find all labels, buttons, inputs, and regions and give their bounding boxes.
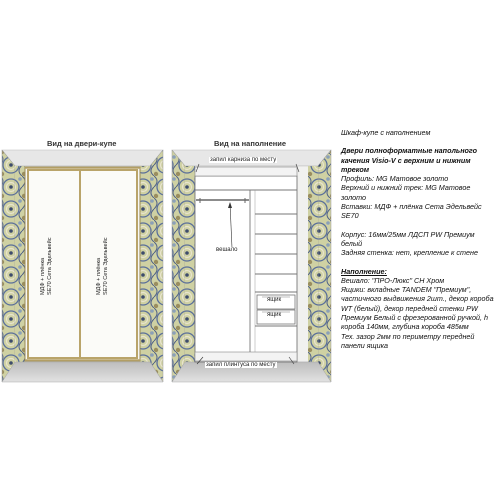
spec-title: Шкаф-купе с наполнением [341, 128, 431, 137]
door-left-label-line-1: МДФ + плёнка [40, 257, 46, 295]
door-left-label [40, 237, 54, 295]
right-side-wall-right [318, 150, 331, 382]
top-cornice [195, 167, 297, 176]
filling-line-3: Тех. зазор 2мм по периметру передней панели ящика [341, 331, 475, 350]
left-ceiling [2, 150, 163, 166]
spec-panel [341, 128, 497, 350]
filling-line-2: Ящики: вкладные TANDEM "Премиум", частичного выдвижения 2шт., декор короба WT (белый), декор передней стенки PW Премиум Белый с фрезерованной ручкой, h короба 140мм, глубина короба 485мм [341, 285, 494, 332]
left-side-wall-wallpaper [2, 150, 15, 382]
doors-line-1: Профиль: MG Матовое золото [341, 174, 449, 184]
body-line-2: Задняя стенка: нет, крепление к стене [341, 248, 478, 258]
door-right-label-line-2: SE70 Сета Эдельвейс [103, 237, 109, 295]
drawer-label-1: ящик [267, 297, 282, 303]
doors-line-2: Верхний и нижний трек: MG Матовое золото [341, 183, 471, 202]
doors-line-3: Вставки: МДФ + плёнка Сета Эдельвейс SE70 [341, 202, 482, 221]
right-room [172, 150, 331, 382]
door-right-label [96, 237, 110, 295]
right-view-caption: Вид на наполнение [214, 139, 287, 148]
wardrobe-carcass [195, 176, 297, 362]
plinth-note: запил плинтуса по месту [206, 362, 276, 368]
plinth [195, 352, 297, 361]
filling-heading: Наполнение: [341, 266, 387, 276]
body-line-1: Корпус: 16мм/25мм ЛДСП PW Премиум белый [341, 229, 475, 248]
left-room [2, 150, 163, 382]
doors-heading: Двери полноформатные напольного качения Visio-V с верхним и нижним треком [341, 146, 477, 174]
left-wallpaper-strip-right [140, 166, 150, 362]
drawer-label-2: ящик [267, 312, 282, 318]
cornice-note: запил карниза по месту [210, 157, 277, 163]
right-side-wall-left [172, 150, 185, 382]
sliding-door-left [28, 170, 83, 358]
left-wallpaper-strip-left [15, 166, 25, 362]
left-floor [2, 362, 163, 382]
left-right-wall-wallpaper [150, 150, 163, 382]
hanger-label: вешало [216, 247, 238, 253]
right-wallpaper-strip-right [308, 166, 318, 362]
door-left-label-line-2: SE70 Сета Эдельвейс [47, 237, 53, 295]
left-view-caption: Вид на двери-купе [47, 139, 117, 148]
door-right-label-line-1: МДФ + плёнка [96, 257, 102, 295]
right-wallpaper-strip-left [185, 166, 195, 362]
filling-line-1: Вешало: "ПРО-Люкс" СН Хром [341, 275, 445, 285]
